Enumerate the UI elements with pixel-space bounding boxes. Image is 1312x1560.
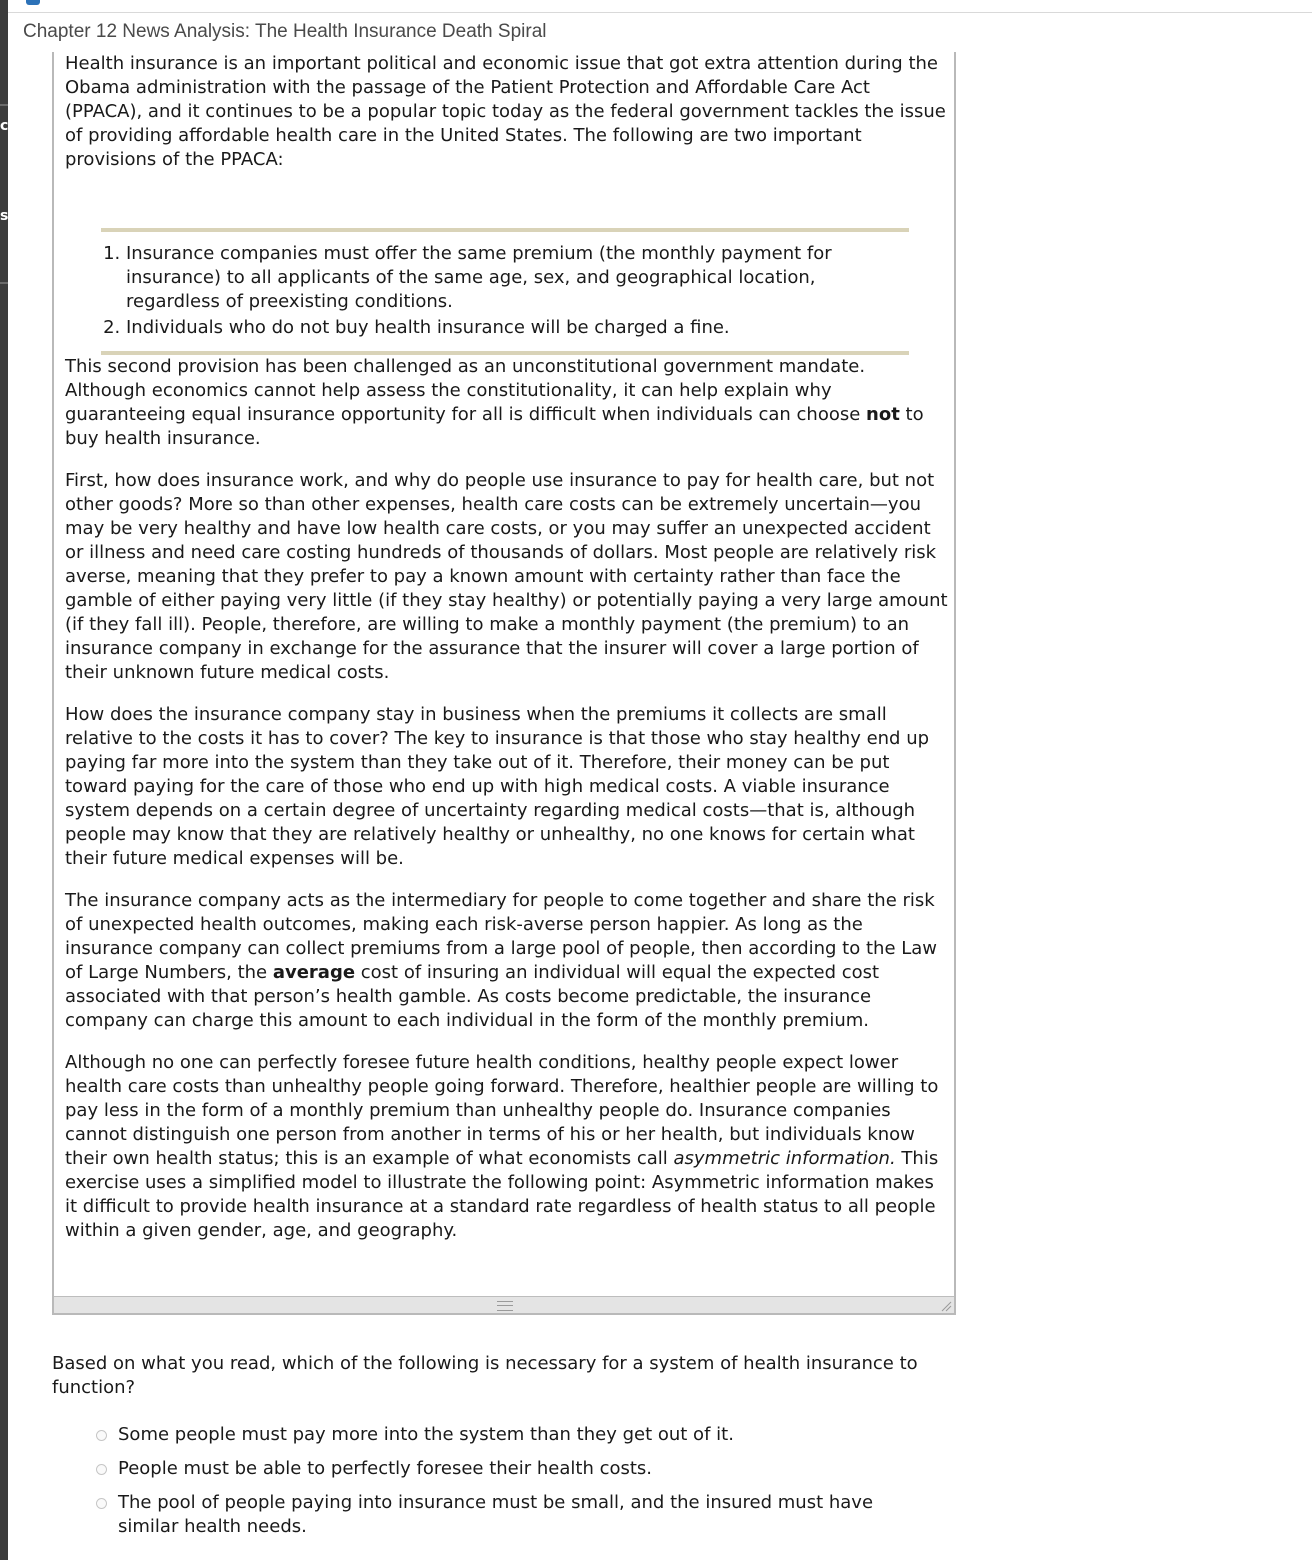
answer-option-label[interactable]: The pool of people paying into insurance must be small, and the insured must have similar health needs. <box>118 1492 874 1537</box>
paragraph-business-model: How does the insurance company stay in business when the premiums it collects are small relative to the costs it has to cover? The key to insurance is that those who stay healthy end up paying far more into the system than they take out of it. Therefore, their money can be put toward paying for the care of those who end up with high medical costs. A viable insurance system depends on a certain degree of uncertainty regarding medical costs—that is, although people may know that they are relatively healthy or unhealthy, no one knows for certain what their future medical expenses will be. <box>65 704 930 869</box>
strip-glyph-c: c <box>0 118 8 134</box>
reading-passage <box>65 52 949 1261</box>
reading-passage-box[interactable] <box>52 52 956 1315</box>
provisions-list-box <box>101 228 909 355</box>
resize-bar[interactable] <box>54 1296 954 1313</box>
radio-button[interactable] <box>96 1464 107 1475</box>
bold-term: average <box>272 962 356 983</box>
resize-corner-icon[interactable] <box>940 1300 952 1312</box>
provisions-list <box>101 242 909 340</box>
page-title: Chapter 12 News Analysis: The Health Insurance Death Spiral <box>23 21 547 42</box>
provision-item: 2. Individuals who do not buy health insurance will be charged a fine. <box>126 316 909 340</box>
paragraph-text: This second provision has been challenged as an unconstitutional government mandate. Although economics cannot help assess the constitutionality, it can help explain why guaranteeing equal insurance opportunity for all is difficult when individuals can choose <box>65 356 867 425</box>
question-prompt: Based on what you read, which of the following is necessary for a system of health insurance to function? <box>52 1353 918 1398</box>
paragraph-mandate <box>65 355 949 451</box>
paragraph-text: to buy health insurance. <box>65 404 924 449</box>
answer-option-label[interactable]: People must be able to perfectly foresee their health costs. <box>118 1458 653 1479</box>
paragraph-intermediary <box>65 889 949 1033</box>
paragraph-text: This exercise uses a simplified model to illustrate the following point: Asymmetric information makes it difficult to provide health insurance at a standard rate regardless of health status to all people within a given gender, age, and geography. <box>65 1148 939 1241</box>
top-tab-icon <box>26 0 40 5</box>
left-window-strip <box>0 0 8 1560</box>
paragraph-text: The insurance company acts as the intermediary for people to come together and share the risk of unexpected health outcomes, making each risk-averse person happier. As long as the insurance company can collect premiums from a large pool of people, then according to the Law of Large Numbers, the <box>65 890 938 983</box>
answer-option[interactable] <box>96 1423 896 1447</box>
strip-divider <box>0 282 8 284</box>
answer-option-label[interactable]: Some people must pay more into the system than they get out of it. <box>118 1424 734 1445</box>
intro-paragraph: Health insurance is an important political and economic issue that got extra attention during the Obama administration with the passage of the Patient Protection and Affordable Care Act (PPACA), and it continues to be a popular topic today as the federal government tackles the issue of providing affordable health care in the United States. The following are two important provisions of the PPACA: <box>65 53 946 170</box>
bold-term: not <box>866 404 900 425</box>
paragraph-text: cost of insuring an individual will equal the expected cost associated with that person’s health gamble. As costs become predictable, the insurance company can charge this amount to each individual in the form of the monthly premium. <box>65 962 880 1031</box>
strip-divider <box>0 104 8 106</box>
answer-option[interactable] <box>96 1457 896 1481</box>
paragraph-how-insurance-works: First, how does insurance work, and why do people use insurance to pay for health care, but not other goods? More so than other expenses, health care costs can be extremely uncertain—you may be very healthy and have low health care costs, or you may suffer an unexpected accident or illness and need care costing hundreds of thousands of dollars. Most people are relatively risk averse, meaning that they prefer to pay a known amount with certainty rather than face the gamble of either paying very little (if they stay healthy) or potentially paying a very large amount (if they fall ill). People, therefore, are willing to make a monthly payment (the premium) to an insurance company in exchange for the assurance that the insurer will cover a large portion of their unknown future medical costs. <box>65 470 948 683</box>
grip-icon[interactable] <box>497 1301 513 1311</box>
provision-item: 1. Insurance companies must offer the same premium (the monthly payment for insurance) to all applicants of the same age, sex, and geographical location, regardless of preexisting conditions. <box>126 242 909 314</box>
radio-button[interactable] <box>96 1498 107 1509</box>
page-header <box>8 12 1312 57</box>
paragraph-asymmetric-information <box>65 1051 949 1243</box>
answer-option[interactable] <box>96 1491 896 1539</box>
paragraph-text: Although no one can perfectly foresee future health conditions, healthy people expect lower health care costs than unhealthy people going forward. Therefore, healthier people are willing to pay less in the form of a monthly premium than unhealthy people do. Insurance companies cannot distinguish one person from another in terms of his or her health, but individuals know their own health status; this is an example of what economists call <box>65 1052 939 1169</box>
strip-glyph-s: s <box>0 208 8 224</box>
radio-button[interactable] <box>96 1430 107 1441</box>
italic-term: asymmetric information. <box>673 1148 896 1169</box>
